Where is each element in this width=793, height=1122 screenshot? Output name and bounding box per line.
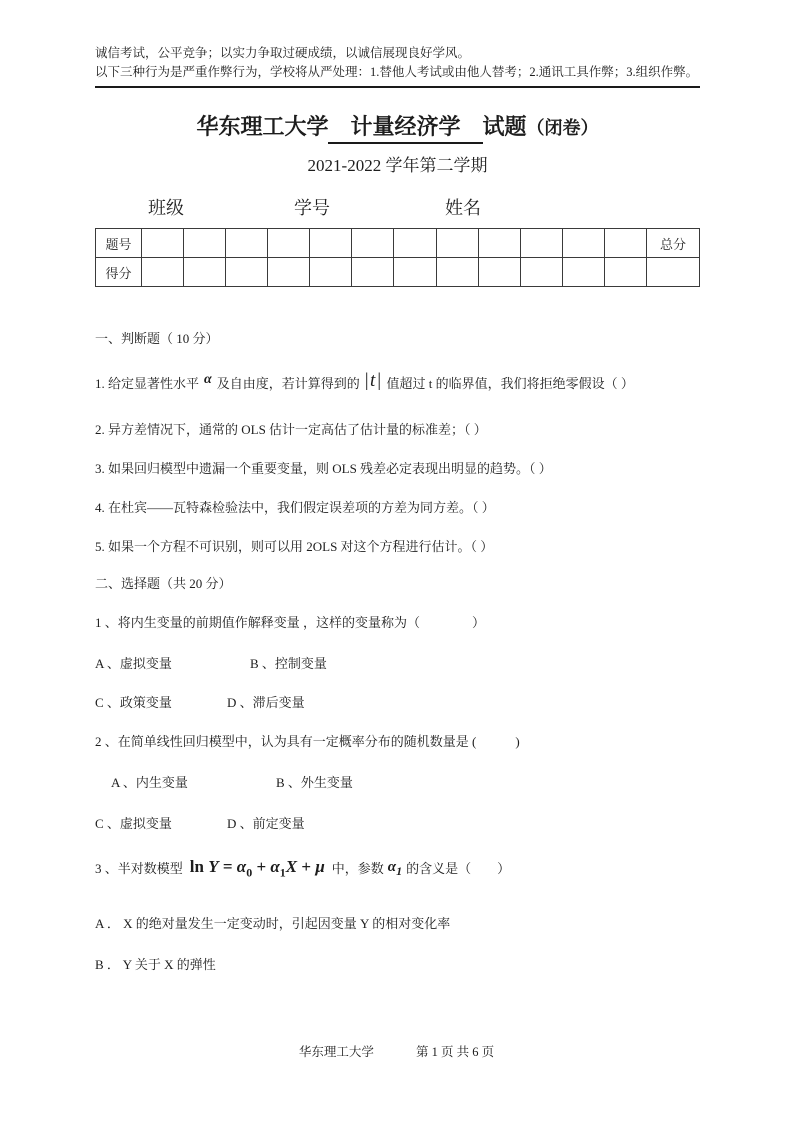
fml-X: X: [285, 857, 298, 876]
total-score-label-cell: 总分: [647, 229, 700, 258]
question-number-cell: [604, 229, 646, 258]
tf-q1-suffix: 值超过 t 的临界值，我们将拒绝零假设（ ）: [386, 376, 634, 391]
mc-q3-prefix: 3 、半对数模型: [95, 861, 183, 876]
score-cell: [310, 258, 352, 287]
mc-q1-option-a: A 、虚拟变量: [95, 656, 172, 671]
mc-q2-option-b: B 、外生变量: [276, 775, 353, 790]
alpha-symbol: α: [204, 372, 212, 387]
score-cell: [562, 258, 604, 287]
student-name-label: 姓名: [445, 198, 481, 218]
score-table: [95, 228, 700, 287]
question-number-cell: [478, 229, 520, 258]
fml-plus2: +: [297, 857, 316, 876]
total-score-cell: [647, 258, 700, 287]
exam-title: [95, 112, 700, 144]
footer-university: 华东理工大学: [298, 1045, 374, 1059]
question-number-cell: [142, 229, 184, 258]
question-number-cell: [352, 229, 394, 258]
fml-alpha0: α: [236, 857, 247, 876]
abs-t-symbol: |t|: [363, 370, 383, 391]
tf-question-4: 4. 在杜宾——瓦特森检验法中，我们假定误差项的方差为同方差。（ ）: [95, 500, 495, 515]
question-number-cell: [520, 229, 562, 258]
page-footer: [0, 1042, 793, 1060]
score-cell: [394, 258, 436, 287]
score-cell: [520, 258, 562, 287]
fml-sub0: 0: [246, 865, 253, 880]
class-label: 班级: [148, 198, 184, 218]
paper-type: 试题: [482, 114, 527, 139]
section1-heading: 一、判断题（ 10 分）: [95, 331, 219, 346]
question-number-cell: [436, 229, 478, 258]
mc-q1-option-c: C 、政策变量: [95, 695, 172, 710]
question-number-cell: [184, 229, 226, 258]
param-alpha-char: α: [387, 859, 397, 875]
fml-eq: =: [218, 857, 237, 876]
question-number-cell: [394, 229, 436, 258]
tf-question-1: [95, 368, 700, 396]
mc-question-3-option-a: A ． X 的绝对量发生一定变动时，引起因变量 Y 的相对变化率: [95, 916, 451, 932]
mc-question-3-option-b: B ． Y 关于 X 的弹性: [95, 957, 216, 973]
mc-q1-option-d: D 、滞后变量: [227, 695, 305, 710]
mc-q3-mid: 中，参数: [331, 861, 384, 876]
score-cell: [184, 258, 226, 287]
paper-mode: （闭卷）: [526, 118, 599, 138]
score-table-question-row: [96, 229, 700, 258]
section2-heading: 二、选择题（共 20 分）: [95, 576, 232, 591]
tf-question-2: 2. 异方差情况下，通常的 OLS 估计一定高估了估计量的标准差；（ ）: [95, 422, 487, 437]
fml-sub1: 1: [279, 865, 286, 880]
score-cell: [436, 258, 478, 287]
mc-q2-option-a: A 、内生变量: [111, 775, 188, 790]
mc-q2-option-d: D 、前定变量: [227, 816, 305, 831]
mc-question-2-options-cd: [95, 816, 700, 831]
semester-subtitle: 2021-2022 学年第二学期: [307, 156, 488, 175]
student-id-label: 学号: [294, 198, 330, 218]
tf-q1-mid: 及自由度，若计算得到的: [216, 376, 360, 391]
tf-q1-prefix: 1. 给定显著性水平: [95, 376, 200, 391]
score-cell: [352, 258, 394, 287]
notice-line-2: 以下三种行为是严重作弊行为，学校将从严处理：1.替他人考试或由他人替考；2.通讯工具作弊；3.组织作弊。: [95, 65, 699, 79]
mc-question-1-options-cd: [95, 695, 700, 710]
score-cell: [604, 258, 646, 287]
fml-mu: μ: [315, 857, 325, 876]
student-info-row: [95, 196, 700, 220]
question-number-label-cell: 题号: [96, 229, 142, 258]
tf-question-5: 5. 如果一个方程不可识别，则可以用 2OLS 对这个方程进行估计。（ ）: [95, 539, 494, 554]
notice-line-1: 诚信考试，公平竞争；以实力争取过硬成绩，以诚信展现良好学风。: [95, 46, 471, 60]
mc-q3-suffix: 的含义是（ ）: [406, 861, 511, 876]
mc-question-2-stem: 2 、在简单线性回归模型中，认为具有一定概率分布的随机数量是 ( ): [95, 734, 520, 749]
mc-q2-option-c: C 、虚拟变量: [95, 816, 172, 831]
score-cell: [226, 258, 268, 287]
fml-plus1: +: [252, 857, 271, 876]
score-cell: [268, 258, 310, 287]
score-table-score-row: [96, 258, 700, 287]
mc-question-1-options-ab: [95, 656, 700, 671]
tf-question-3: 3. 如果回归模型中遗漏一个重要变量，则 OLS 残差必定表现出明显的趋势。（ ）: [95, 461, 552, 476]
fml-ln: ln: [189, 857, 209, 876]
mc-question-3-stem: [95, 855, 700, 884]
mc-question-1-stem: 1 、将内生变量的前期值作解释变量 ，这样的变量称为（ ）: [95, 615, 486, 630]
mc-q1-option-b: B 、控制变量: [250, 656, 327, 671]
integrity-notice: [95, 44, 700, 88]
score-cell: [478, 258, 520, 287]
question-number-cell: [310, 229, 352, 258]
question-number-cell: [562, 229, 604, 258]
university-name: 华东理工大学: [196, 114, 329, 139]
score-label-cell: 得分: [96, 258, 142, 287]
fml-Y: Y: [208, 857, 219, 876]
course-name: 计量经济学: [328, 112, 482, 144]
param-alpha-sub: 1: [396, 864, 403, 878]
fml-alpha1: α: [270, 857, 280, 876]
mc-question-2-options-ab: [95, 775, 700, 790]
question-number-cell: [226, 229, 268, 258]
footer-page-info: 第 1 页 共 6 页: [415, 1045, 495, 1059]
score-cell: [142, 258, 184, 287]
question-number-cell: [268, 229, 310, 258]
alpha1-parameter: [384, 859, 406, 878]
semilog-model-formula: [183, 857, 332, 880]
